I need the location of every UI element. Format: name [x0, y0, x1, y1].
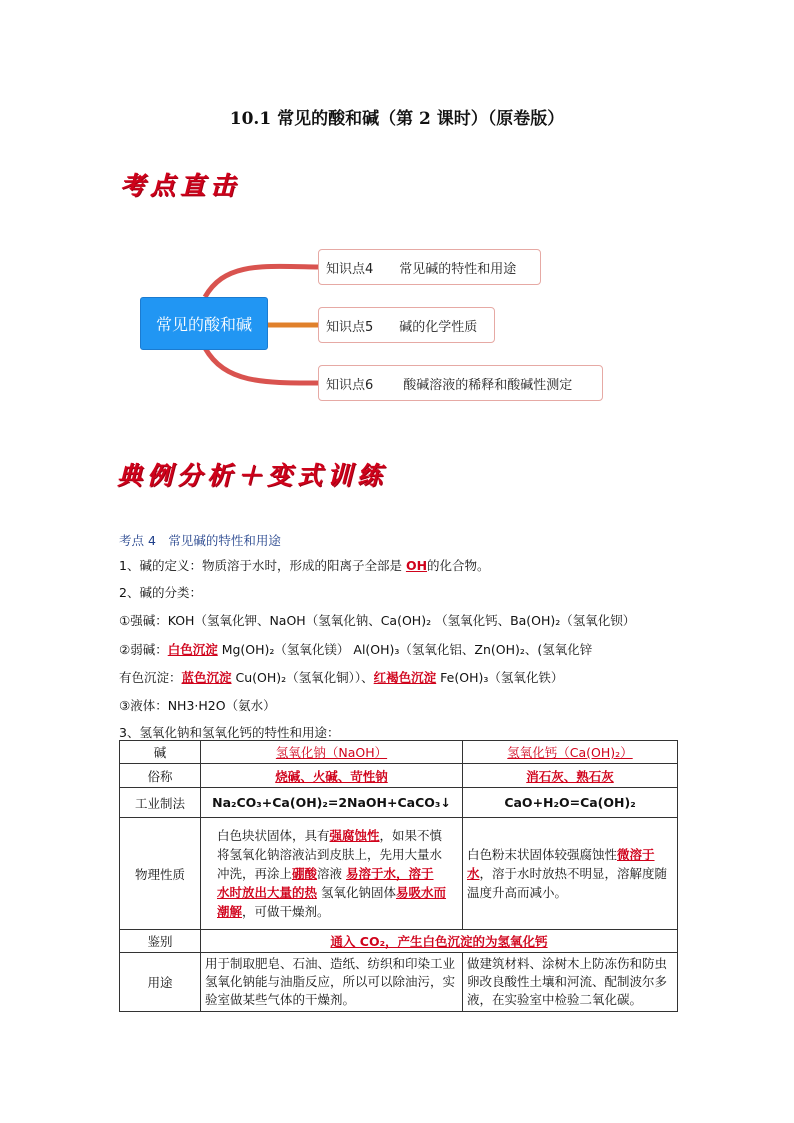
weak-bases-line: ②弱碱：白色沉淀 Mg(OH)₂（氢氧化镁） Al(OH)₃（氢氧化铝、Zn(OH)₂、(氢氧化锌: [119, 642, 593, 657]
section-heading-example-analysis: 典例分析＋变式训练: [117, 461, 388, 490]
table-row: [120, 764, 678, 788]
knowledge-point-text: 酸碱溶液的稀释和酸碱性测定: [403, 377, 573, 393]
knowledge-point-number: 知识点6: [326, 377, 374, 393]
classification-title: 2、碱的分类：: [119, 585, 202, 600]
table-row-label: 鉴别: [120, 930, 201, 953]
table-row-label: 工业制法: [120, 788, 201, 818]
table-row: [120, 930, 678, 953]
mindmap-knowledge-point-4: [318, 249, 541, 285]
table-row-label: 物理性质: [120, 818, 201, 930]
naoh-alias: 烧碱、火碱、苛性钠: [201, 764, 463, 788]
caoh2-alias: 消石灰、熟石灰: [463, 764, 678, 788]
table-row-label: 俗称: [120, 764, 201, 788]
caoh2-physical-properties: 白色粉末状固体较强腐蚀性微溶于水，溶于水时放热不明显，溶解度随温度升高而减小。: [463, 818, 678, 930]
page-title: 10.1 常见的酸和碱（第 2 课时）（原卷版）: [229, 109, 565, 129]
table-header-caoh2: 氢氧化钙（Ca(OH)₂）: [463, 741, 678, 764]
knowledge-point-number: 知识点4: [326, 261, 374, 277]
caoh2-uses: 做建筑材料、涂树木上防冻伤和防虫卵改良酸性土壤和河流、配制波尔多液，在实验室中检验二氧化碳。: [463, 953, 678, 1012]
key-term-oh: OH: [405, 558, 428, 573]
mindmap-knowledge-point-5: [318, 307, 495, 343]
naoh-uses: 用于制取肥皂、石油、造纸、纺织和印染工业氢氧化钠能与油脂反应，所以可以除油污，实验室做某些气体的干燥剂。: [201, 953, 463, 1012]
table-header-naoh: 氢氧化钠（NaOH）: [201, 741, 463, 764]
table-row-label: 用途: [120, 953, 201, 1012]
key-term-red-brown-precipitate: 红褐色沉淀: [373, 670, 437, 685]
naoh-physical-properties: 白色块状固体，具有强腐蚀性，如果不慎将氢氧化钠溶液沾到皮肤上，先用大量水冲洗，再涂上硼酸溶液 易溶于水，溶于水时放出大量的热 氢氧化钠固体易吸水而潮解，可做干燥剂。: [201, 818, 463, 930]
section-heading-exam-points: 考点直击: [120, 171, 241, 200]
table-row: [120, 788, 678, 818]
mindmap-knowledge-point-6: [318, 365, 603, 401]
knowledge-point-text: 常见碱的特性和用途: [399, 261, 517, 277]
bases-properties-table: [119, 740, 678, 1012]
branch-connector-3: [205, 348, 318, 383]
liquid-base-line: ③液体：NH3·H2O（氨水）: [119, 698, 276, 713]
caoh2-production: CaO+H₂O=Ca(OH)₂: [463, 788, 678, 818]
table-row: [120, 741, 678, 764]
knowledge-point-text: 碱的化学性质: [399, 319, 478, 335]
strong-bases-line: ①强碱：KOH（氢氧化钾、NaOH（氢氧化钠、Ca(OH)₂ （氢氧化钙、Ba(OH)₂（氢氧化钡）: [119, 613, 636, 628]
exam-point-title: 考点 4 常见碱的特性和用途: [119, 533, 281, 548]
colored-precipitate-line: 有色沉淀：蓝色沉淀 Cu(OH)₂（氢氧化铜））、红褐色沉淀 Fe(OH)₃（氢氧化铁）: [119, 670, 564, 685]
identification-method: 通入 CO₂，产生白色沉淀的为氢氧化钙: [201, 930, 678, 953]
table-header-label: 碱: [120, 741, 201, 764]
knowledge-point-number: 知识点5: [326, 319, 374, 335]
branch-connector-1: [205, 266, 318, 297]
key-term-white-precipitate: 白色沉淀: [167, 642, 218, 657]
mindmap-root: 常见的酸和碱: [140, 297, 268, 350]
table-row: [120, 818, 678, 930]
table-row: [120, 953, 678, 1012]
table-title: 3、氢氧化钠和氢氧化钙的特性和用途：: [119, 725, 340, 740]
base-definition: 1、碱的定义：物质溶于水时，形成的阳离子全部是 OH的化合物。: [119, 558, 490, 573]
naoh-production: Na₂CO₃+Ca(OH)₂=2NaOH+CaCO₃↓: [201, 788, 463, 818]
key-term-blue-precipitate: 蓝色沉淀: [181, 670, 232, 685]
